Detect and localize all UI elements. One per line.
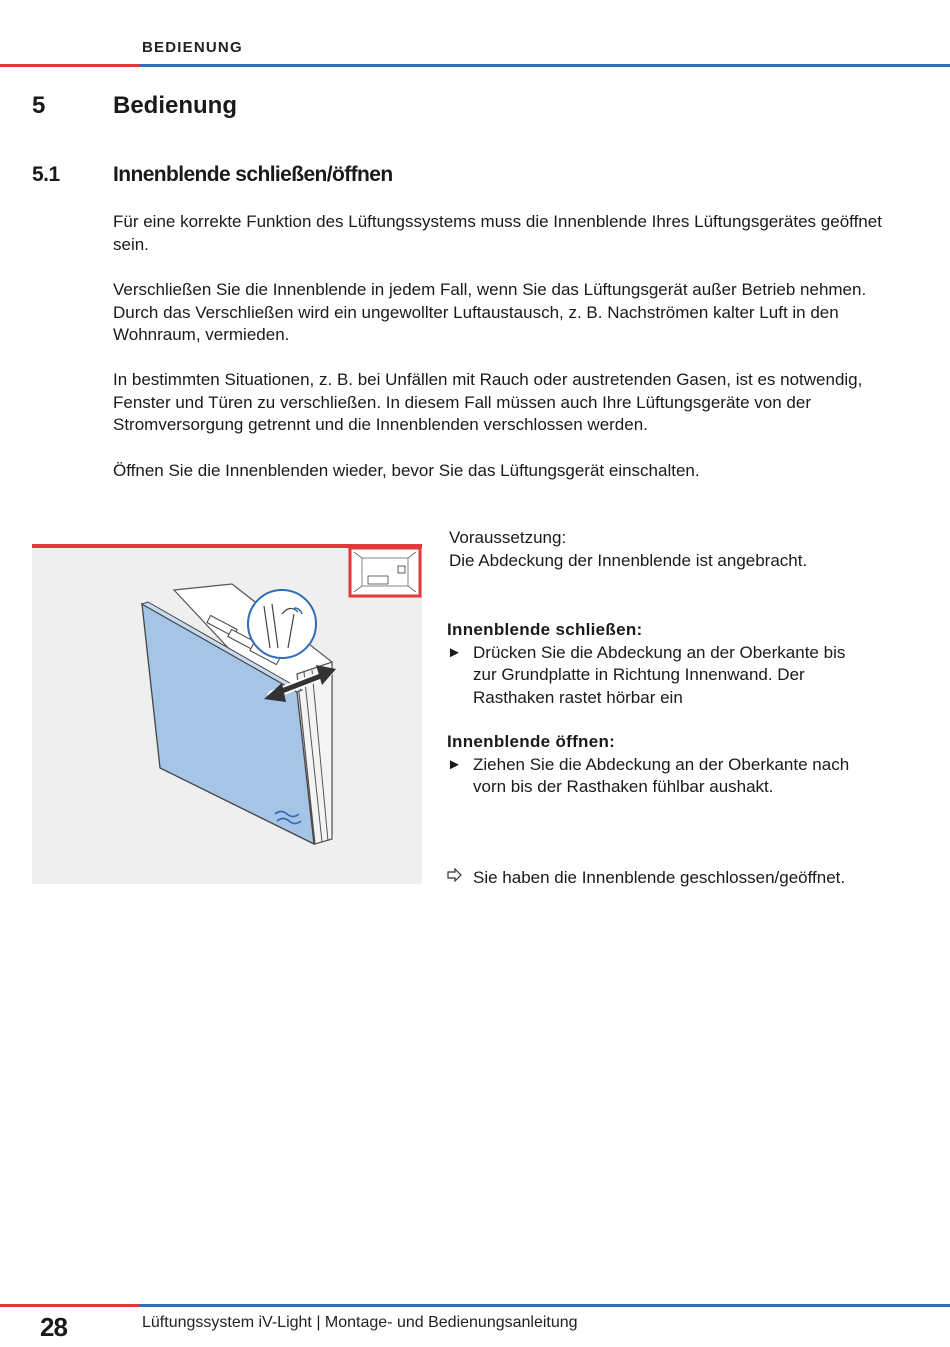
figure-panel-illustration bbox=[32, 544, 422, 884]
detail-magnifier-circle bbox=[248, 590, 316, 658]
result-text: Sie haben die Innenblende geschlossen/geöffnet. bbox=[473, 868, 846, 887]
running-header: BEDIENUNG bbox=[142, 39, 243, 56]
footer-doc-title: Lüftungssystem iV-Light | Montage- und Bedienungsanleitung bbox=[142, 1314, 578, 1331]
open-step-text: Ziehen Sie die Abdeckung an der Oberkante nach vorn bis der Rasthaken fühlbar aushakt. bbox=[473, 754, 850, 796]
figure-top-rule bbox=[32, 544, 422, 548]
triangle-bullet-icon: ► bbox=[447, 755, 462, 773]
paragraph: Verschließen Sie die Innenblende in jedem Fall, wenn Sie das Lüftungsgerät außer Betrieb nehmen. Durch das Verschließen wird ein ungewollter Luftaustausch, z. B. Nachströmen kalter Luft in den Wohnraum, vermieden. bbox=[113, 280, 867, 344]
paragraph: Für eine korrekte Funktion des Lüftungssystems muss die Innenblende Ihres Lüftungsgerätes geöffnet sein. bbox=[113, 212, 882, 254]
open-instructions bbox=[447, 731, 907, 799]
close-instructions bbox=[447, 619, 907, 709]
footer-rule-blue bbox=[140, 1304, 950, 1307]
precondition-value: Die Abdeckung der Innenblende ist angebracht. bbox=[449, 551, 808, 570]
footer-rule-red bbox=[0, 1304, 140, 1307]
cover-panel-illustration bbox=[32, 544, 422, 884]
close-step bbox=[447, 642, 907, 710]
paragraph: In bestimmten Situationen, z. B. bei Unfällen mit Rauch oder austretenden Gasen, ist es notwendig, Fenster und Türen zu verschließen. In diesem Fall müssen auch Ihre Lüftungsgeräte von der Stromversorgung getrennt und die Innenblenden verschlossen werden. bbox=[113, 370, 863, 434]
header-rule-blue bbox=[140, 64, 950, 67]
header-rule-red bbox=[0, 64, 140, 67]
triangle-bullet-icon: ► bbox=[447, 643, 462, 661]
page-number: 28 bbox=[40, 1312, 67, 1342]
room-overview-inset bbox=[350, 548, 420, 596]
chapter-title: Bedienung bbox=[113, 92, 237, 119]
result-arrow-icon bbox=[447, 867, 473, 890]
close-heading: Innenblende schließen: bbox=[447, 620, 643, 639]
open-step bbox=[447, 754, 907, 799]
open-heading: Innenblende öffnen: bbox=[447, 732, 616, 751]
precondition-label: Voraussetzung: bbox=[449, 528, 567, 547]
paragraph: Öffnen Sie die Innenblenden wieder, bevor Sie das Lüftungsgerät einschalten. bbox=[113, 461, 700, 480]
section-title: Innenblende schließen/öffnen bbox=[113, 163, 393, 186]
close-step-text: Drücken Sie die Abdeckung an der Oberkante bis zur Grundplatte in Richtung Innenwand. Der Rasthaken rastet hörbar ein bbox=[473, 642, 846, 707]
result-line bbox=[447, 867, 907, 890]
chapter-number: 5 bbox=[32, 92, 46, 119]
section-number: 5.1 bbox=[32, 163, 60, 186]
